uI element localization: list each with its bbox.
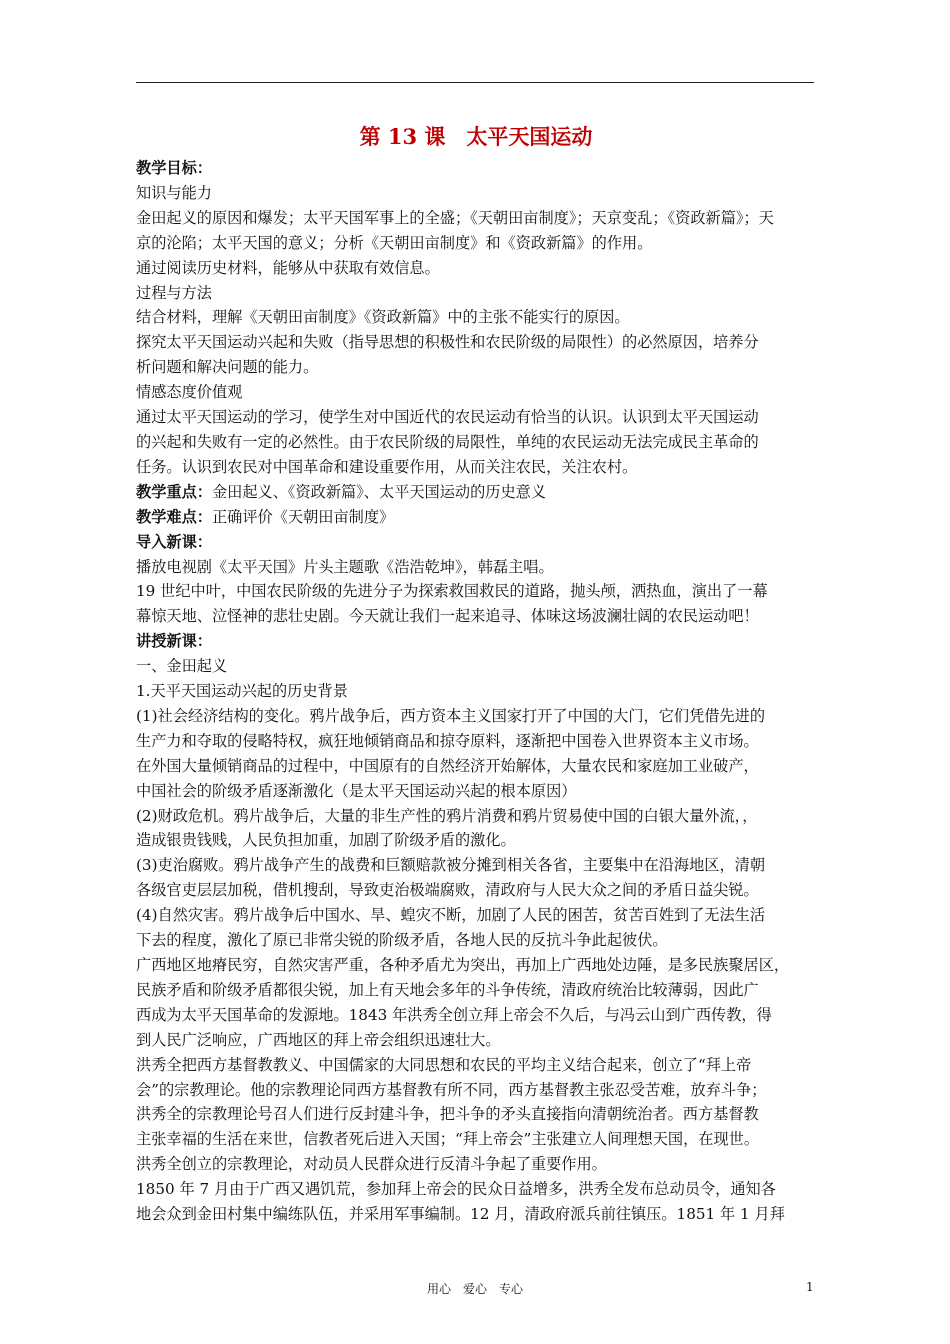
text-line: 到人民广泛响应，广西地区的拜上帝会组织迅速壮大。 [136,1030,501,1049]
text-line: 在外国大量倾销商品的过程中，中国原有的自然经济开始解体，大量农民和家庭加工业破产， [136,756,759,775]
document-body [136,122,816,1227]
text-line: 金田起义的原因和爆发；太平天国军事上的全盛；《天朝田亩制度》；天京变乱；《资政新篇》；天 [136,208,774,227]
text-line: 主张幸福的生活在来世，信教者死后进入天国；“拜上帝会”主张建立人间理想天国，在现世。 [136,1130,760,1149]
text-line: 播放电视剧《太平天国》片头主题歌《浩浩乾坤》，韩磊主唱。 [136,557,554,576]
line-text: 正确评价《天朝田亩制度》 [211,507,395,526]
text-line: 生产力和夺取的侵略特权，疯狂地倾销商品和掠夺原料，逐渐把中国卷入世界资本主义市场。 [136,731,759,750]
text-line: 1.天平天国运动兴起的历史背景 [136,682,348,701]
text-line: (1)社会经济结构的变化。鸦片战争后，西方资本主义国家打开了中国的大门，它们凭借先进的 [136,706,766,725]
text-line: 中国社会的阶级矛盾逐渐激化（是太平天国运动兴起的根本原因） [136,781,577,800]
text-line: 探究太平天国运动兴起和失败（指导思想的积极性和农民阶级的局限性）的必然原因，培养分 [136,333,759,352]
lesson-title: 第 13 课 太平天国运动 [359,124,593,149]
text-line: 各级官吏层层加税，借机搜刮，导致吏治极端腐败，清政府与人民大众之间的矛盾日益尖锐。 [136,881,759,900]
text-line: 导入新课： [136,532,212,551]
line-label: 教学重点： [136,482,212,501]
text-line: (2)财政危机。鸦片战争后，大量的非生产性的鸦片消费和鸦片贸易使中国的白银大量外流，， [136,806,758,825]
line-label: 教学难点： [136,507,212,526]
text-line: 民族矛盾和阶级矛盾都很尖锐，加上有天地会多年的斗争传统，清政府统治比较薄弱，因此广 [136,980,759,999]
text-line: (3)吏治腐败。鸦片战争产生的战费和巨额赔款被分摊到相关各省，主要集中在沿海地区，清朝 [136,856,766,875]
text-line [136,505,816,530]
text-line: 情感态度价值观 [136,383,243,402]
line-text: 金田起义、《资政新篇》、太平天国运动的历史意义 [211,482,547,501]
text-line: 幕惊天地、泣怪神的悲壮史剧。今天就让我们一起来追寻、体味这场波澜壮阔的农民运动吧！ [136,607,759,626]
text-line: 洪秀全把西方基督教教义、中国儒家的大同思想和农民的平均主义结合起来，创立了“拜上帝 [136,1055,752,1074]
text-line: 析问题和解决问题的能力。 [136,358,319,377]
header-rule [136,82,814,83]
text-line: 洪秀全创立的宗教理论，对动员人民群众进行反清斗争起了重要作用。 [136,1155,607,1174]
text-line: 讲授新课： [136,632,212,651]
text-line: 1850 年 7 月由于广西又遇饥荒，参加拜上帝会的民众日益增多，洪秀全发布总动员令，通知各 [136,1180,776,1199]
text-line: 广西地区地瘠民穷，自然灾害严重，各种矛盾尤为突出，再加上广西地处边陲，是多民族聚居区， [136,956,790,974]
text-line: 洪秀全的宗教理论号召人们进行反封建斗争，把斗争的矛头直接指向清朝统治者。西方基督教 [136,1105,759,1124]
text-line: 下去的程度，激化了原已非常尖锐的阶级矛盾，各地人民的反抗斗争此起彼伏。 [136,931,668,950]
text-lines [136,156,816,1227]
text-line: 通过阅读历史材料，能够从中获取有效信息。 [136,258,440,277]
text-line: 造成银贵钱贱，人民负担加重，加剧了阶级矛盾的激化。 [136,831,516,850]
text-line: 任务。认识到农民对中国革命和建设重要作用，从而关注农民，关注农村。 [136,457,638,476]
text-line: 知识与能力 [136,183,212,202]
text-line: 教学目标： [136,159,212,177]
text-line [136,480,816,505]
text-line: 结合材料，理解《天朝田亩制度》《资政新篇》中的主张不能实行的原因。 [136,308,630,327]
text-line: 19 世纪中叶，中国农民阶级的先进分子为探索救国救民的道路，抛头颅，洒热血，演出了一幕 [136,582,768,601]
text-line: 过程与方法 [136,283,212,302]
text-line: (4)自然灾害。鸦片战争后中国水、旱、蝗灾不断，加剧了人民的困苦，贫苦百姓到了无法生活 [136,906,766,925]
page-number: 1 [806,1280,814,1294]
text-line: 会”的宗教理论。他的宗教理论同西方基督教有所不同，西方基督教主张忍受苦难，放弃斗争； [136,1080,767,1099]
text-line: 一、金田起义 [136,657,228,676]
footer-motto: 用心 爱心 专心 [426,1282,523,1296]
text-line: 地会众到金田村集中编练队伍，并采用军事编制。12 月，清政府派兵前往镇压。1851 年 1 月拜 [136,1205,785,1224]
text-line: 通过太平天国运动的学习，使学生对中国近代的农民运动有恰当的认识。认识到太平天国运动 [136,408,759,427]
text-line: 的兴起和失败有一定的必然性。由于农民阶级的局限性，单纯的农民运动无法完成民主革命的 [136,432,759,451]
text-line: 西成为太平天国革命的发源地。1843 年洪秀全创立拜上帝会不久后，与冯云山到广西传教，得 [136,1005,772,1024]
text-line: 京的沦陷；太平天国的意义；分析《天朝田亩制度》和《资政新篇》的作用。 [136,233,653,252]
